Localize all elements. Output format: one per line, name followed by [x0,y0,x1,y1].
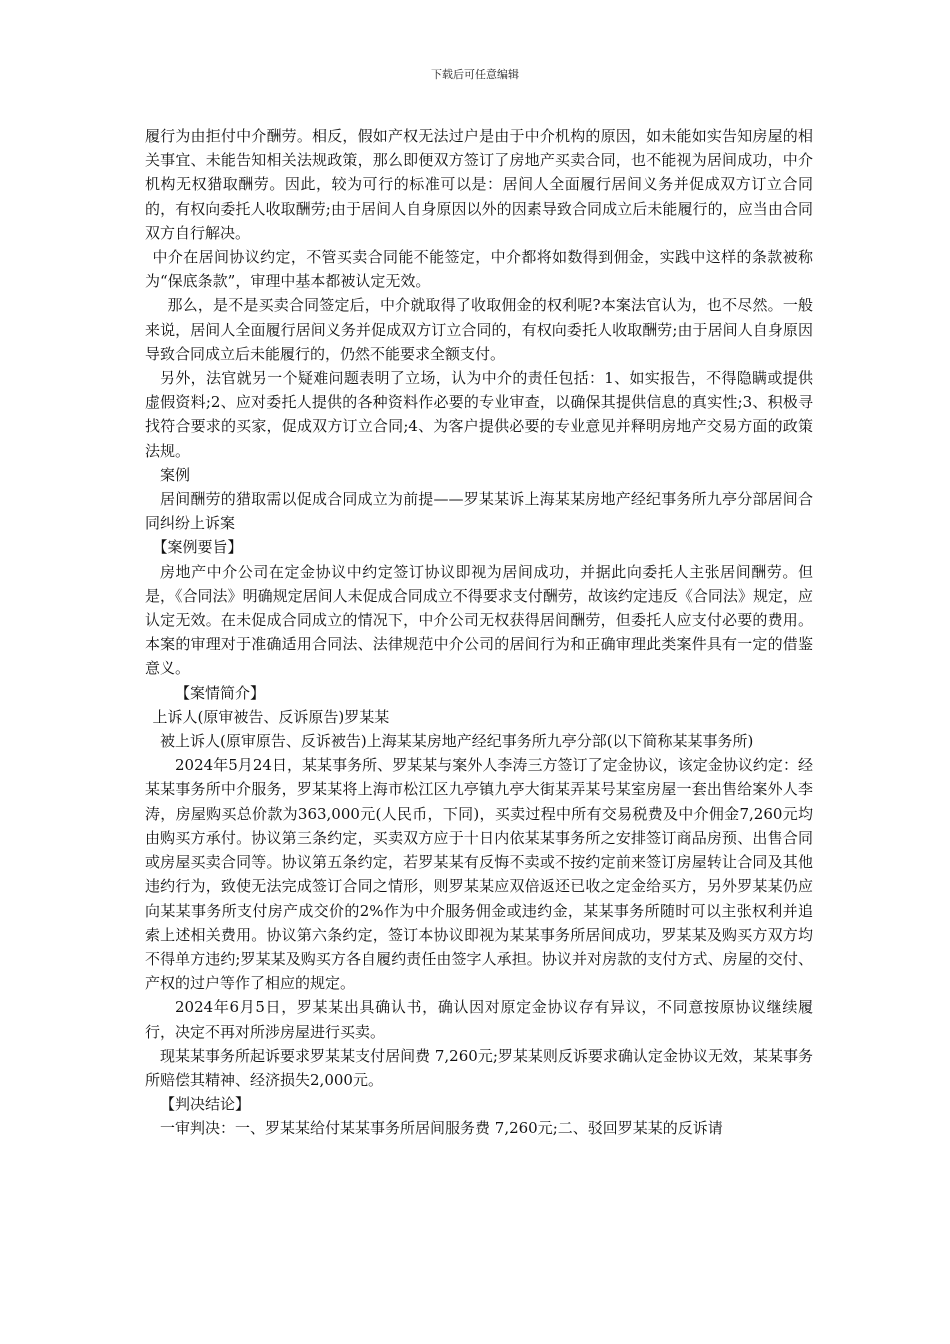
paragraph: 房地产中介公司在定金协议中约定签订协议即视为居间成功，并据此向委托人主张居间酬劳。但是，《合同法》明确规定居间人未促成合同成立不得要求支付酬劳，故该约定违反《合同法》规定，应认定无效。在未促成合同成立的情况下，中介公司无权获得居间酬劳，但委托人应支付必要的费用。本案的审理对于准确适用合同法、法律规范中介公司的居间行为和正确审理此类案件具有一定的借鉴意义。 [145,562,813,678]
party-line: 上诉人(原审被告、反诉原告)罗某某 [152,707,390,726]
party-line: 被上诉人(原审原告、反诉被告)上海某某房地产经纪事务所九亭分部(以下简称某某事务所) [160,732,754,751]
section-label: 案例 [160,465,191,484]
section-heading: 【案情简介】 [175,683,266,702]
paragraph: 现某某事务所起诉要求罗某某支付居间费 7,260元;罗某某则反诉要求确认定金协议无效，某某事务所赔偿其精神、经济损失2,000元。 [145,1046,813,1089]
paragraph: 履行为由拒付中介酬劳。相反，假如产权无法过户是由于中介机构的原因，如未能如实告知房屋的相关事宜、未能告知相关法规政策，那么即便双方签订了房地产买卖合同，也不能视为居间成功，中介机构无权猎取酬劳。因此，较为可行的标准可以是：居间人全面履行居间义务并促成双方订立合同的，有权向委托人收取酬劳;由于居间人自身原因以外的因素导致合同成立后未能履行的，应当由合同双方自行解决。 [145,127,813,242]
paragraph: 2024年5月24日，某某事务所、罗某某与案外人李涛三方签订了定金协议，该定金协议约定：经某某事务所中介服务，罗某某将上海市松江区九亭镇九亭大街某弄某号某室房屋一套出售给案外人李涛，房屋购买总价款为363,000元(人民币，下同)，买卖过程中所有交易税费及中介佣金7,260元均由购买方承付。协议第三条约定，买卖双方应于十日内依某某事务所之安排签订商品房预、出售合同或房屋买卖合同等。协议第五条约定，若罗某某有反悔不卖或不按约定前来签订房屋转让合同及其他违约行为，致使无法完成签订合同之情形，则罗某某应双倍返还已收之定金给买方，另外罗某某仍应向某某事务所支付房产成交价的2%作为中介服务佣金或违约金，某某事务所随时可以主张权利并追索上述相关费用。协议第六条约定，签订本协议即视为某某事务所居间成功，罗某某及购买方双方均不得单方违约;罗某某及购买方各自履约责任由签字人承担。协议并对房款的支付方式、房屋的交付、产权的过户等作了相应的规定。 [145,756,813,993]
section-heading: 【案例要旨】 [152,538,243,557]
paragraph: 2024年6月5日，罗某某出具确认书，确认因对原定金协议存有异议，不同意按原协议继续履行，决定不再对所涉房屋进行买卖。 [145,998,813,1041]
paragraph: 那么，是不是买卖合同签定后，中介就取得了收取佣金的权利呢?本案法官认为，也不尽然。一般来说，居间人全面履行居间义务并促成双方订立合同的，有权向委托人收取酬劳;由于居间人自身原因导致合同成立后未能履行的，仍然不能要求全额支付。 [145,296,813,363]
paragraph: 中介在居间协议约定，不管买卖合同能不能签定，中介都将如数得到佣金，实践中这样的条款被称为“保底条款”，审理中基本都被认定无效。 [145,248,813,291]
paragraph: 一审判决：一、罗某某给付某某事务所居间服务费 7,260元;二、驳回罗某某的反诉请 [160,1119,723,1138]
case-title: 居间酬劳的猎取需以促成合同成立为前提——罗某某诉上海某某房地产经纪事务所九亭分部居间合同纠纷上诉案 [145,490,813,533]
paragraph: 另外，法官就另一个疑难问题表明了立场，认为中介的责任包括：1、如实报告，不得隐瞒或提供虚假资料;2、应对委托人提供的各种资料作必要的专业审查，以确保其提供信息的真实性;3、积极寻找符合要求的买家，促成双方订立合同;4、为客户提供必要的专业意见并释明房地产交易方面的政策法规。 [145,369,813,460]
document-body [145,124,813,1141]
page-header: 下载后可任意编辑 [431,68,519,81]
section-heading: 【判决结论】 [160,1095,251,1114]
